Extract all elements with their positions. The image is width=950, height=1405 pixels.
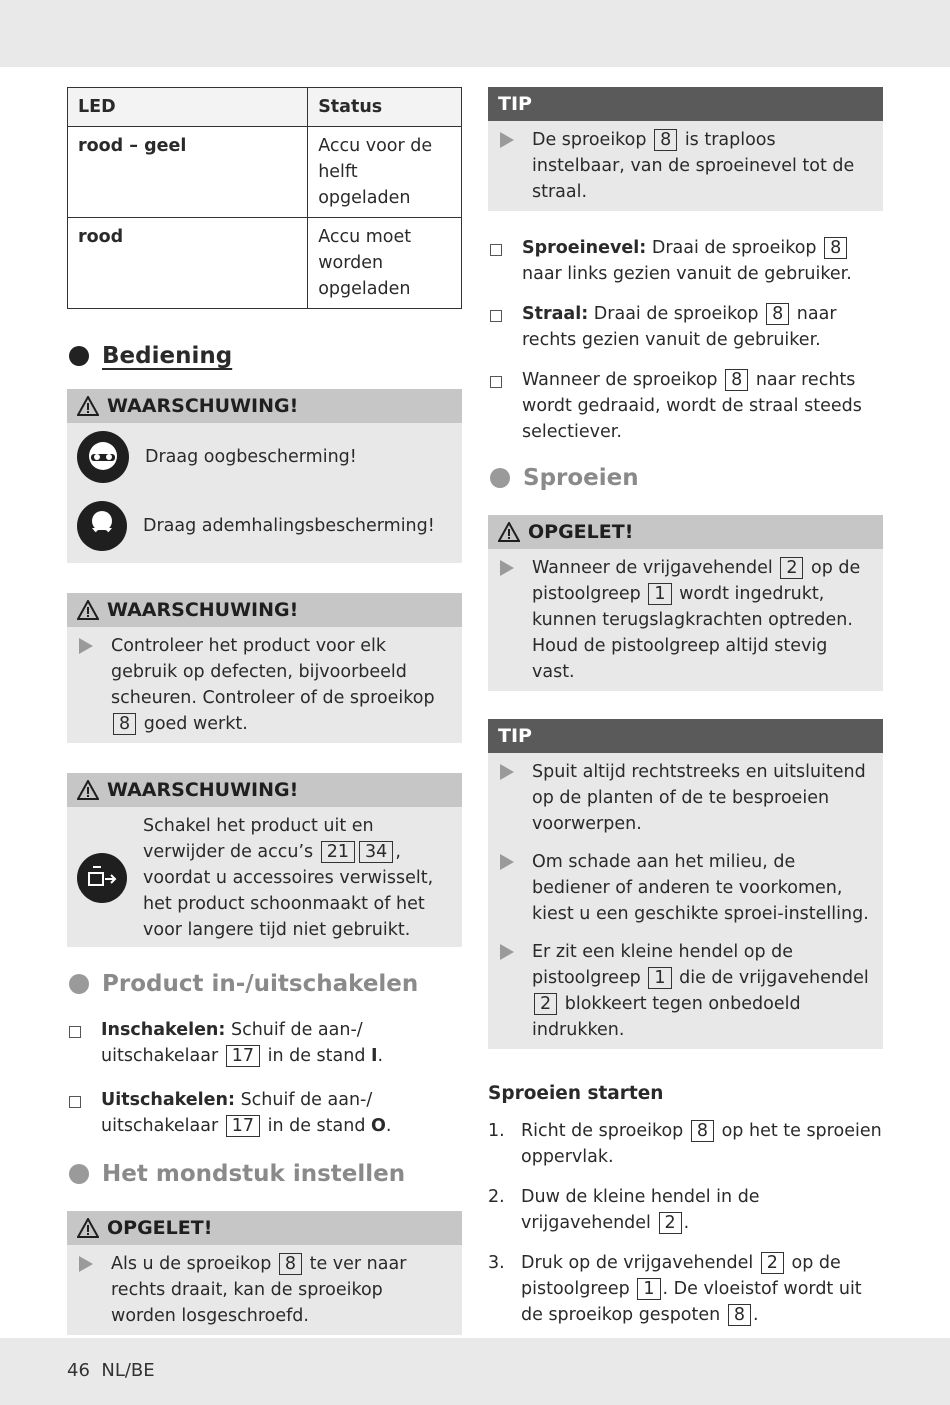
right-column (488, 87, 883, 1341)
warning-label: WAARSCHUWING! (107, 599, 299, 621)
eye-protection-icon (77, 431, 129, 483)
text: naar rechts gezien vanuit de gebruiker. (522, 304, 837, 350)
caution-label: OPGELET! (528, 521, 634, 543)
table-cell-led: rood – geel (68, 127, 308, 218)
text: Wanneer de sproeikop (522, 370, 718, 390)
part-ref: 2 (761, 1252, 784, 1274)
table-row (68, 218, 462, 309)
table-cell-led: rood (68, 218, 308, 309)
text: in de stand (267, 1116, 366, 1136)
bold-term: Sproeinevel: (522, 238, 647, 258)
section-title-text: Sproeien (523, 465, 639, 491)
text: . (385, 1116, 392, 1136)
warning-body (67, 627, 462, 743)
list-item (488, 301, 883, 353)
list-item (498, 939, 873, 1043)
caution-header (488, 515, 883, 549)
section-title-sproeien (488, 465, 883, 491)
caution-box-recoil (488, 515, 883, 691)
ppe-row-respiratory (77, 501, 452, 551)
step-number: 1. (488, 1121, 505, 1141)
arrow-bullet-icon (500, 132, 514, 148)
part-ref: 8 (654, 129, 677, 151)
part-ref: 1 (648, 967, 671, 989)
ppe-text: Draag ademhalingsbescherming! (143, 516, 435, 536)
part-ref: 8 (691, 1120, 714, 1142)
bold-term: Uitschakelen: (101, 1090, 235, 1110)
table-header-led: LED (68, 88, 308, 127)
checkbox-bullet-icon (490, 310, 502, 322)
part-ref: 2 (659, 1212, 682, 1234)
part-ref: 8 (279, 1253, 302, 1275)
part-ref: 34 (359, 841, 393, 863)
bold-term: Inschakelen: (101, 1020, 226, 1040)
section-title-text: Product in-/uitschakelen (102, 971, 419, 997)
warning-label: WAARSCHUWING! (107, 779, 299, 801)
arrow-bullet-icon (500, 854, 514, 870)
section-title-text: Bediening (102, 343, 233, 369)
caution-body (67, 1245, 462, 1335)
tip-box-spraying (488, 719, 883, 1049)
text: blokkeert tegen onbedoeld indrukken. (532, 994, 801, 1040)
part-ref: 17 (226, 1115, 260, 1137)
switch-position: I (371, 1046, 378, 1066)
text: te ver naar rechts draait, kan de sproeikop worden losgeschroefd. (111, 1254, 407, 1326)
table-cell-status: Accu moet worden opgeladen (308, 218, 462, 309)
tip-header: TIP (488, 87, 883, 121)
list-item (498, 555, 873, 685)
list-item (77, 1251, 452, 1329)
table-cell-status: Accu voor de helft opgeladen (308, 127, 462, 218)
text: Schuif de aan-/ uitschakelaar (101, 1090, 373, 1136)
section-title-bediening (67, 343, 462, 369)
text: Schakel het product uit en verwijder de accu’s (143, 816, 374, 862)
switch-position: O (371, 1116, 386, 1136)
warning-label: WAARSCHUWING! (107, 395, 299, 417)
respiratory-protection-icon (77, 501, 127, 551)
language-code: NL/BE (101, 1360, 155, 1381)
settings-list (488, 235, 883, 445)
text: Om schade aan het milieu, de bediener of anderen te voorkomen, kiest u een geschikte sproei-instelling. (532, 852, 869, 924)
list-item (488, 367, 883, 445)
text: . (683, 1213, 690, 1233)
checkbox-bullet-icon (69, 1096, 81, 1108)
checkbox-bullet-icon (69, 1026, 81, 1038)
ppe-text: Draag oogbescherming! (145, 447, 357, 467)
section-title-mondstuk (67, 1161, 462, 1187)
warning-triangle-icon (77, 1218, 99, 1238)
arrow-bullet-icon (500, 944, 514, 960)
checkbox-bullet-icon (490, 244, 502, 256)
warning-header (67, 389, 462, 423)
text: die de vrijgavehendel (679, 968, 869, 988)
step-number: 3. (488, 1253, 505, 1273)
part-ref: 8 (725, 369, 748, 391)
text: is traploos instelbaar, van de sproeinevel tot de straal. (532, 130, 855, 202)
switch-list (67, 1017, 462, 1139)
bullet-dot-icon (69, 346, 89, 366)
warning-triangle-icon (77, 780, 99, 800)
text: , voordat u accessoires verwisselt, het product schoonmaakt of het voor langere tijd niet gebruikt. (143, 842, 434, 940)
text: in de stand (267, 1046, 366, 1066)
top-band (0, 0, 950, 67)
list-item (67, 1087, 462, 1139)
text: Duw de kleine hendel in de vrijgavehendel (521, 1187, 760, 1233)
remove-battery-icon (77, 853, 127, 903)
text: De sproeikop (532, 130, 647, 150)
text: op de pistoolgreep (532, 558, 861, 604)
arrow-bullet-icon (79, 1256, 93, 1272)
warning-box-battery (67, 773, 462, 947)
page-footer (0, 1338, 950, 1405)
tip-header: TIP (488, 719, 883, 753)
step-item (488, 1118, 883, 1170)
list-item (498, 759, 873, 837)
table-row (68, 127, 462, 218)
text: . (752, 1305, 759, 1325)
warning-box-check (67, 593, 462, 743)
arrow-bullet-icon (500, 764, 514, 780)
text: wordt ingedrukt, kunnen terugslagkrachten optreden. Houd de pistoolgreep altijd stevig vast. (532, 584, 853, 682)
list-item (67, 1017, 462, 1069)
warning-triangle-icon (498, 522, 520, 542)
caution-label: OPGELET! (107, 1217, 213, 1239)
list-item (498, 127, 873, 205)
battery-warning-row (77, 813, 452, 943)
step-item (488, 1250, 883, 1328)
text: . De vloeistof wordt uit de sproeikop gespoten (521, 1279, 862, 1325)
part-ref: 8 (766, 303, 789, 325)
part-ref: 1 (637, 1278, 660, 1300)
tip-box-nozzle (488, 87, 883, 211)
ppe-row-eye (77, 431, 452, 483)
part-ref: 8 (113, 713, 136, 735)
part-ref: 1 (648, 583, 671, 605)
text: Draai de sproeikop (651, 238, 817, 258)
text: naar rechts wordt gedraaid, wordt de straal steeds selectiever. (522, 370, 862, 442)
led-status-table (67, 87, 462, 309)
text: op het te sproeien oppervlak. (521, 1121, 882, 1167)
text: Schuif de aan-/ uitschakelaar (101, 1020, 363, 1066)
left-column (67, 87, 462, 1335)
bullet-dot-icon (69, 1164, 89, 1184)
tip-body (488, 121, 883, 211)
text: Wanneer de vrijgavehendel (532, 558, 773, 578)
list-item (488, 235, 883, 287)
part-ref: 21 (321, 841, 355, 863)
warning-triangle-icon (77, 600, 99, 620)
steps-list (488, 1118, 883, 1328)
warning-triangle-icon (77, 396, 99, 416)
text: Spuit altijd rechtstreeks en uitsluitend op de planten of de te besproeien voorwerpen. (532, 762, 866, 834)
text: . (377, 1046, 384, 1066)
text: goed werkt. (143, 714, 248, 734)
section-title-text: Het mondstuk instellen (102, 1161, 406, 1187)
checkbox-bullet-icon (490, 376, 502, 388)
step-number: 2. (488, 1187, 505, 1207)
caution-header (67, 1211, 462, 1245)
bullet-dot-icon (490, 468, 510, 488)
text: naar links gezien vanuit de gebruiker. (522, 264, 852, 284)
part-ref: 2 (534, 993, 557, 1015)
text: Er zit een kleine hendel op de pistoolgreep (532, 942, 794, 988)
text: Draai de sproeikop (593, 304, 759, 324)
table-header-status: Status (308, 88, 462, 127)
page-number: 46 (67, 1360, 90, 1381)
arrow-bullet-icon (79, 638, 93, 654)
part-ref: 8 (824, 237, 847, 259)
text: Richt de sproeikop (521, 1121, 684, 1141)
section-title-product (67, 971, 462, 997)
bullet-dot-icon (69, 974, 89, 994)
part-ref: 2 (780, 557, 803, 579)
text: op de pistoolgreep (521, 1253, 841, 1299)
warning-header (67, 593, 462, 627)
warning-header (67, 773, 462, 807)
warning-body (67, 807, 462, 947)
text: Druk op de vrijgavehendel (521, 1253, 754, 1273)
step-item (488, 1184, 883, 1236)
list-item (77, 633, 452, 737)
caution-box-mondstuk (67, 1211, 462, 1335)
part-ref: 8 (728, 1304, 751, 1326)
bold-term: Straal: (522, 304, 589, 324)
tip-body (488, 753, 883, 1049)
subsection-title: Sproeien starten (488, 1083, 664, 1104)
caution-body (488, 549, 883, 691)
text: Controleer het product voor elk gebruik op defecten, bijvoorbeeld scheuren. Controleer of de sproeikop (111, 636, 435, 708)
arrow-bullet-icon (500, 560, 514, 576)
part-ref: 17 (226, 1045, 260, 1067)
text: Als u de sproeikop (111, 1254, 272, 1274)
warning-box-ppe (67, 389, 462, 563)
list-item (498, 849, 873, 927)
